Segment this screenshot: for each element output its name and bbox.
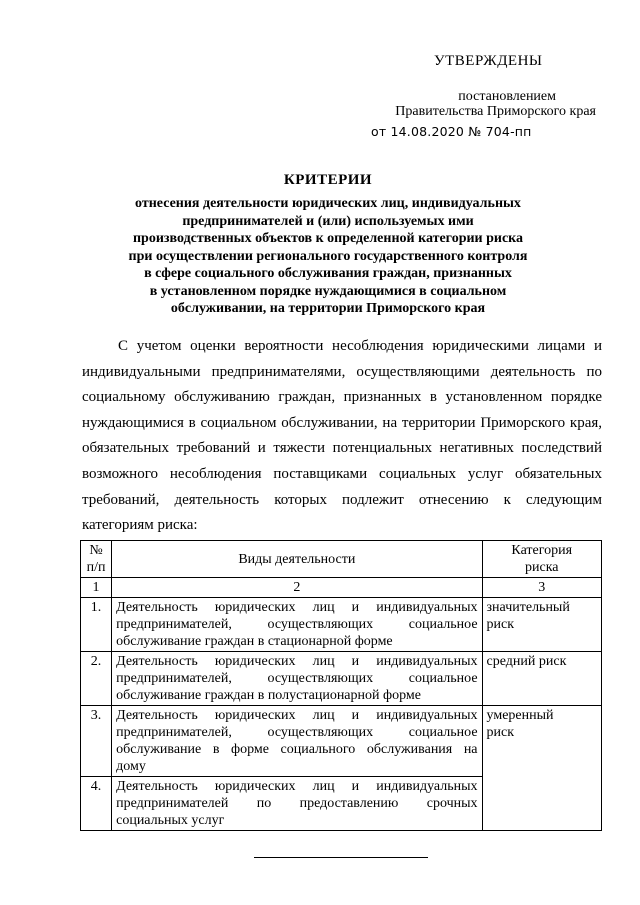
activity-line: обслуживание граждан в стационарной форме [116,634,393,649]
activity-line: Деятельность юридических лиц и индивидуальных [116,779,478,794]
index-cell: 2 [112,578,482,598]
approval-title: УТВЕРЖДЕНЫ [434,53,543,69]
row-number: 1. [81,598,112,652]
table-index-row [81,578,602,598]
index-cell: 1 [81,578,112,598]
header-activity: Виды деятельности [112,541,482,578]
heading-line: предпринимателей и (или) используемых ими [182,213,474,229]
header-number [81,541,112,578]
activity-cell [112,598,482,652]
intro-line: требований, деятельность которых подлежит отнесению к следующим [82,491,602,508]
header-number-line: п/п [86,560,106,575]
heading-line: обслуживании, на территории Приморского края [170,301,486,316]
header-category-line: Категория [511,543,573,558]
activity-line: предпринимателей по предоставлению срочных [116,796,478,811]
activity-cell [112,777,482,831]
activity-line: социальных услуг [116,813,225,828]
heading-line: в сфере социального обслуживания граждан, признанных [144,266,512,281]
category-cell [482,706,601,831]
document-title: КРИТЕРИИ [283,172,373,188]
intro-line: категориям риска: [82,517,198,534]
category-line: умеренный [486,708,554,723]
category-line: риск [486,617,515,632]
header-category-line: риска [525,560,559,575]
row-number: 4. [81,777,112,831]
category-line: риск [486,725,515,740]
footer-divider [254,857,428,858]
category-line: значительный [486,600,570,615]
category-cell [482,598,601,652]
heading-line: производственных объектов к определенной категории риска [132,231,524,246]
heading-line: при осуществлении регионального государственного контроля [128,248,528,264]
activity-line: предпринимателей, осуществляющих социальное [116,617,478,632]
intro-line: С учетом оценки вероятности несоблюдения юридическими лицами и [118,338,602,354]
activity-line: дому [116,759,146,774]
table-row [81,706,602,777]
approval-line-2: Правительства Приморского края [395,104,596,119]
heading-line: отнесения деятельности юридических лиц, индивидуальных [135,196,521,211]
risk-categories-table [80,540,602,831]
activity-line: обслуживание граждан в полустационарной форме [116,688,421,703]
category-cell [482,652,601,706]
approval-date: от 14.08.2020 № 704-пп [371,124,532,139]
intro-paragraph [82,334,602,539]
header-category [482,541,601,578]
intro-line: обязательных требований и тяжести потенциальных негативных последствий [82,440,602,457]
row-number: 2. [81,652,112,706]
index-cell: 3 [482,578,601,598]
activity-line: Деятельность юридических лиц и индивидуальных [116,600,478,615]
table-row [81,598,602,652]
activity-line: Деятельность юридических лиц и индивидуальных [116,654,478,669]
activity-line: предпринимателей, осуществляющих социальное [116,671,478,686]
intro-line: возможного несоблюдения поставщиками социальных услуг обязательных [82,465,602,482]
document-heading [80,172,576,318]
heading-line: в установленном порядке нуждающимися в социальном [149,283,507,299]
activity-cell [112,652,482,706]
activity-cell [112,706,482,777]
activity-line: обслуживание в форме социального обслуживания на [116,742,478,757]
intro-line: социальному обслуживанию граждан, признанных в установленном порядке [82,389,602,406]
table-header-row [81,541,602,578]
activity-line: предпринимателей, осуществляющих социальное [116,725,478,740]
activity-line: Деятельность юридических лиц и индивидуальных [116,708,478,723]
category-line: средний риск [486,654,567,669]
header-number-line: № [89,543,103,558]
row-number: 3. [81,706,112,777]
table-row [81,652,602,706]
intro-line: нуждающимися в социальном обслуживании, на территории Приморского края, [82,414,602,431]
approval-line-1: постановлением [458,89,556,104]
intro-line: индивидуальными предпринимателями, осуществляющими деятельность по [82,363,602,380]
